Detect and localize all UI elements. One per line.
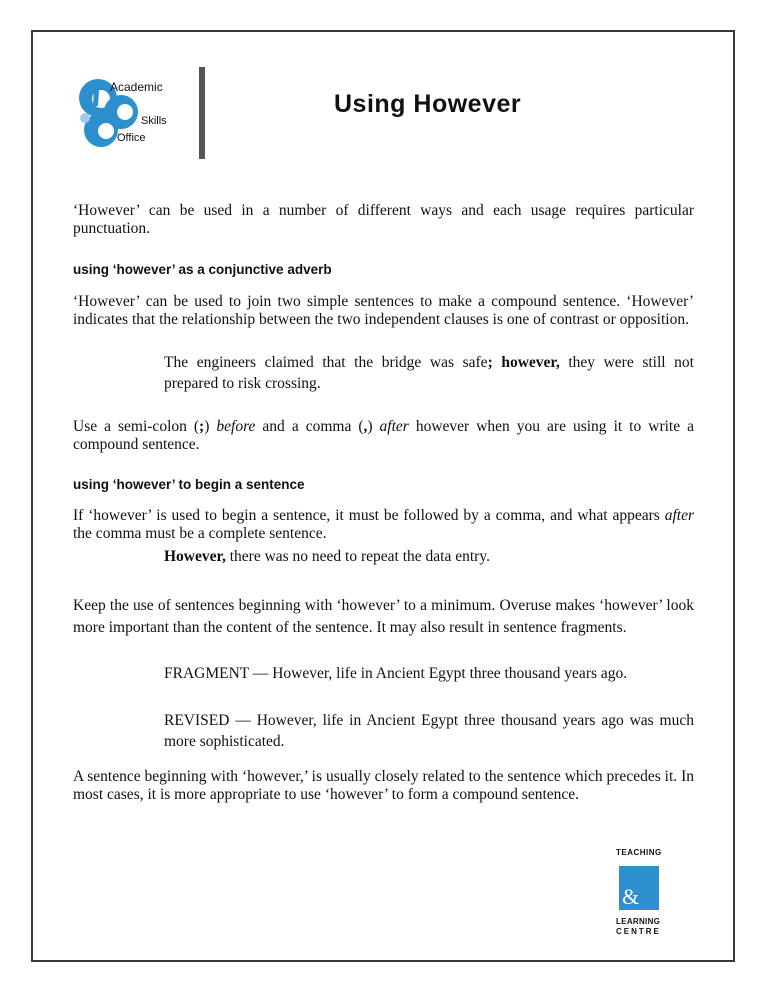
- aso-logo-graphic: [77, 68, 187, 158]
- example-text: The engineers claimed that the bridge was safe: [164, 354, 488, 371]
- logo-word-skills: Skills: [141, 115, 167, 127]
- para-text: the comma must be a complete sentence.: [73, 524, 327, 542]
- section1-example: [164, 352, 694, 394]
- header-divider: [199, 67, 205, 159]
- academic-skills-office-logo: [77, 68, 187, 158]
- section1-rule: [73, 418, 694, 453]
- rule-text: ): [367, 418, 380, 435]
- section2-heading: using ‘however’ to begin a sentence: [73, 477, 305, 492]
- tlc-line2: LEARNING: [616, 917, 661, 926]
- logo-word-academic: Academic: [110, 80, 163, 94]
- example-bold: ; however,: [487, 354, 560, 371]
- tlc-blue-box: [619, 866, 659, 910]
- tlc-ampersand: &: [622, 884, 640, 909]
- rule-after-word: after: [379, 418, 409, 435]
- section2-example: [164, 546, 694, 567]
- example-bold: However,: [164, 548, 226, 565]
- logo-word-office: Office: [117, 132, 146, 144]
- example-text: they were still not prepared to risk crossing.: [164, 354, 694, 392]
- section2-paragraph-2: Keep the use of sentences beginning with ‘however’ to a minimum. Overuse makes ‘however’ look more important than the content of the sentence. It may also result in sentence fragments.: [73, 597, 694, 636]
- teaching-learning-centre-logo: [616, 848, 696, 936]
- closing-paragraph: A sentence beginning with ‘however,’ is usually closely related to the sentence which precedes it. In most cases, it is more appropriate to use ‘however’ to form a compound sentence.: [73, 768, 694, 803]
- fragment-example: FRAGMENT — However, life in Ancient Egypt three thousand years ago.: [164, 665, 628, 682]
- rule-text: however when you are using it to write a compound sentence.: [73, 418, 694, 453]
- rule-text: and a comma (: [255, 418, 364, 435]
- rule-text: Use a semi-colon (: [73, 418, 200, 435]
- tlc-line3: CENTRE: [616, 927, 661, 936]
- rule-semicolon: ;: [199, 418, 205, 435]
- example-text: there was no need to repeat the data entry.: [225, 548, 490, 565]
- section2-paragraph: [73, 507, 694, 542]
- section1-heading: using ‘however’ as a conjunctive adverb: [73, 262, 332, 277]
- rule-comma: ,: [363, 418, 368, 435]
- revised-example: REVISED — However, life in Ancient Egypt three thousand years ago was much more sophisticated.: [164, 712, 694, 750]
- section1-paragraph: ‘However’ can be used to join two simple sentences to make a compound sentence. ‘However’ indicates that the relationship between the two independent clauses is one of contrast or opposition.: [73, 293, 694, 328]
- page-border: [31, 30, 735, 962]
- para-text: If ‘however’ is used to begin a sentence, it must be followed by a comma, and what appears: [73, 507, 665, 524]
- para-italic: after: [664, 507, 694, 524]
- page-title: Using However: [334, 90, 522, 118]
- intro-paragraph: ‘However’ can be used in a number of different ways and each usage requires particular punctuation.: [73, 202, 694, 237]
- tlc-line1: TEACHING: [616, 848, 662, 857]
- rule-before-word: before: [216, 418, 256, 435]
- rule-text: ): [204, 418, 217, 435]
